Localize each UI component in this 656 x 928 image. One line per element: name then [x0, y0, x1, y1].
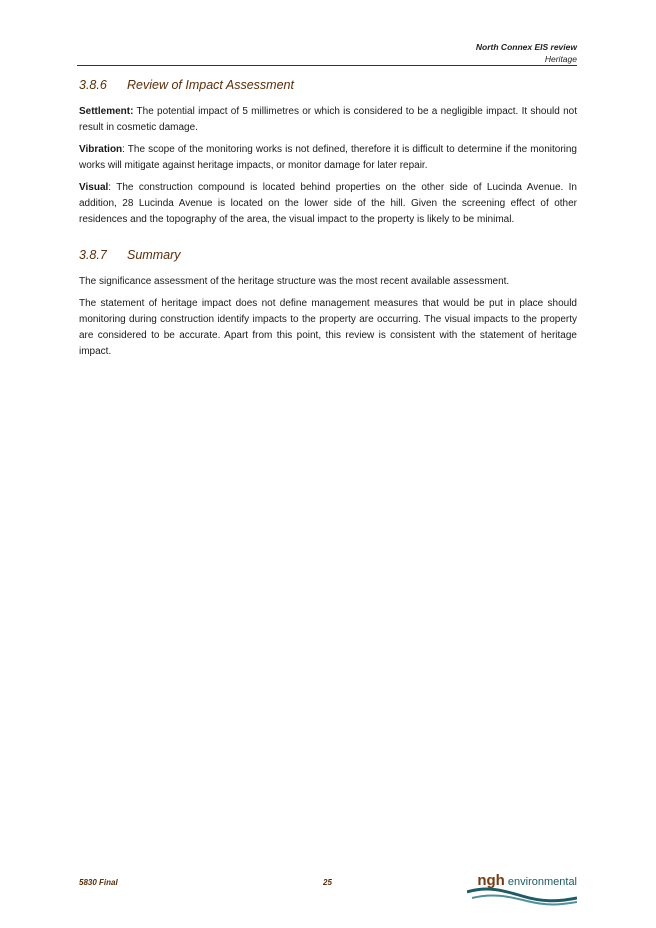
- logo-wave-icon: [467, 886, 577, 906]
- paragraph-text: : The construction compound is located behind properties on the other side of Lucinda Avenue. In addition, 28 Lucinda Avenue is located on the lower side of the hill. Given the screening effect of other residences and the topography of the area, the visual impact to the property is likely to be minimal.: [79, 182, 577, 225]
- page-content: [79, 78, 577, 366]
- footer-doc-ref: 5830 Final: [79, 878, 118, 887]
- ngh-environmental-logo: [467, 868, 577, 908]
- section-heading-review: [79, 78, 577, 92]
- paragraph-label: Vibration: [79, 144, 123, 155]
- paragraph-summary-2: The statement of heritage impact does not define management measures that would be put in place should monitoring during construction identify impacts to the property are occurring. The visual impacts to the property are considered to be accurate. Apart from this point, this review is consistent with the statement of heritage impact.: [79, 298, 577, 357]
- section-heading-summary: [79, 248, 577, 262]
- page-footer: [79, 868, 577, 908]
- section-title: Summary: [127, 248, 181, 262]
- paragraph-label: Settlement:: [79, 106, 134, 117]
- header-subtitle: Heritage: [544, 54, 577, 64]
- section-number: 3.8.7: [79, 248, 107, 262]
- paragraph-visual: [79, 180, 577, 228]
- section-title: Review of Impact Assessment: [127, 78, 294, 92]
- logo-word: environmental: [507, 876, 577, 888]
- paragraph-vibration: [79, 142, 577, 174]
- page-number: 25: [323, 878, 332, 887]
- paragraph-settlement: [79, 104, 577, 136]
- paragraph-text: : The scope of the monitoring works is not defined, therefore it is difficult to determine if the monitoring works will mitigate against heritage impacts, or monitor damage for later repair.: [79, 144, 577, 171]
- header-divider: [77, 65, 577, 66]
- paragraph-summary-1: The significance assessment of the heritage structure was the most recent available assessment.: [79, 276, 510, 287]
- page-header: [476, 41, 577, 65]
- section-number: 3.8.6: [79, 78, 107, 92]
- paragraph-label: Visual: [79, 182, 109, 193]
- header-title: North Connex EIS review: [475, 42, 577, 52]
- paragraph-text: The potential impact of 5 millimetres or which is considered to be a negligible impact. It should not result in cosmetic damage.: [79, 106, 577, 133]
- logo-brand: ngh: [477, 872, 505, 889]
